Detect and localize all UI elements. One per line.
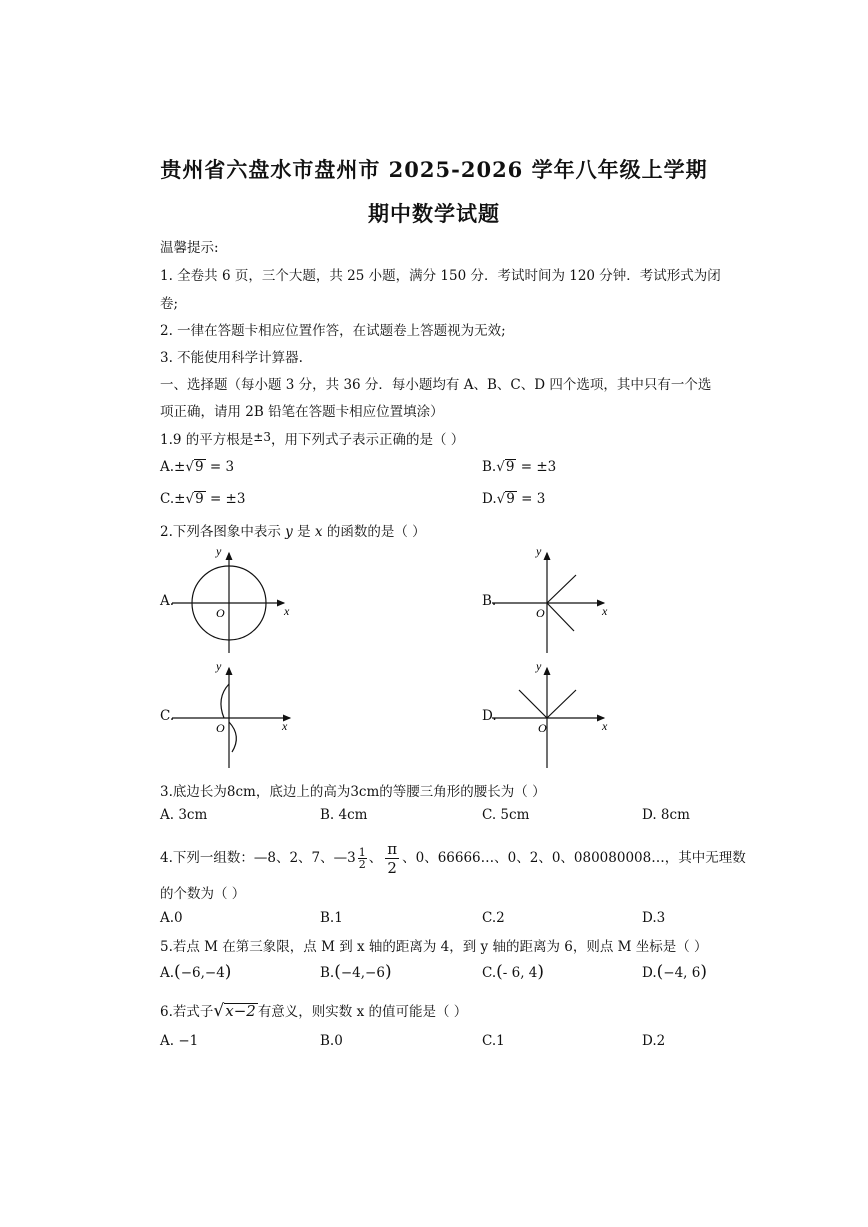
q4-stem [160, 840, 746, 877]
notice-item-3: 3. 不能使用科学计算器. [160, 350, 303, 366]
q1-a-rhs: = 3 [205, 459, 235, 475]
q1-b-radicand: 9 [505, 459, 515, 475]
q5-d-label: D. [642, 965, 657, 981]
q5-a-label: A. [160, 965, 175, 981]
paren-close: ) [384, 962, 392, 982]
q1-a-label: A. [160, 459, 175, 475]
q6-stem [160, 1000, 467, 1021]
q5-d-value: −4, 6 [663, 965, 701, 981]
paren-open: ( [174, 962, 181, 982]
q4-option-b[interactable]: B.1 [320, 910, 343, 926]
q1-c-rhs: = ±3 [205, 491, 246, 507]
q1-option-b[interactable] [482, 459, 556, 475]
q6-option-a[interactable]: A. −1 [160, 1033, 199, 1049]
q2-stem-mid: 是 [292, 524, 315, 540]
q4-stem-b: 的个数为（ ） [160, 886, 246, 902]
arc-upper [221, 684, 229, 718]
q1-b-rhs: = ±3 [516, 459, 557, 475]
q1-a-pm: ± [174, 459, 186, 475]
frac-denominator: 2 [387, 859, 397, 877]
axis-x-label: x [282, 719, 288, 733]
page-title-line2: 期中数学试题 [368, 201, 500, 226]
sqrt-sign: √ [213, 1001, 225, 1021]
q5-option-a[interactable] [160, 962, 231, 982]
q4-sep: 、 [368, 850, 383, 866]
q1-c-radicand: 9 [195, 491, 204, 507]
q1-stem-pre: 1.9 的平方根是 [160, 432, 254, 448]
sqrt-sign: √ [496, 491, 506, 507]
axis-x-label: x [284, 604, 290, 618]
section1-intro-b: 项正确，请用 2B 铅笔在答题卡相应位置填涂） [160, 404, 444, 420]
axis-x-label: x [602, 719, 608, 733]
paren-close: ) [537, 962, 545, 982]
axis-y-label: y [536, 660, 542, 673]
q5-option-b[interactable] [320, 962, 392, 982]
graph-a-svg [172, 545, 297, 657]
ray-right [547, 690, 576, 718]
q5-stem: 5.若点 M 在第三象限，点 M 到 x 轴的距离为 4，到 y 轴的距离为 6，则点 M 坐标是（ ） [160, 939, 708, 955]
q1-d-label: D. [482, 491, 497, 507]
ray-left [519, 690, 547, 718]
section1-intro-a: 一、选择题（每小题 3 分，共 36 分．每小题均有 A、B、C、D 四个选项，其中只有一个选 [160, 377, 712, 393]
notice-item-2: 2. 一律在答题卡相应位置作答，在试题卷上答题视为无效; [160, 323, 506, 339]
origin-label: O [536, 606, 545, 620]
q5-c-value: - 6, 4 [502, 965, 538, 981]
q4-frac-pi [385, 840, 399, 877]
graph-c-svg [172, 660, 297, 772]
q1-b-label: B. [482, 459, 497, 475]
q5-c-label: C. [482, 965, 497, 981]
q6-stem-post: 有意义，则实数 x 的值可能是（ ） [257, 1004, 468, 1020]
sqrt-sign: √ [185, 491, 195, 507]
q6-stem-pre: 6.若式子 [160, 1004, 214, 1020]
q2-stem-y: y [285, 524, 293, 540]
q1-stem-post: ，用下列式子表示正确的是（ ） [270, 432, 465, 448]
q2-graph-b[interactable] [492, 545, 617, 657]
q3-stem: 3.底边长为8cm，底边上的高为3cm的等腰三角形的腰长为（ ） [160, 784, 546, 800]
paren-open: ( [496, 962, 503, 982]
axis-y-label: y [216, 660, 222, 673]
q1-d-radicand: 9 [506, 491, 515, 507]
q6-option-c[interactable]: C.1 [482, 1033, 505, 1049]
q2-graph-a[interactable] [172, 545, 297, 657]
q6-radicand: x−2 [225, 1002, 256, 1020]
paren-open: ( [334, 962, 341, 982]
origin-label: O [216, 721, 225, 735]
q4-option-a[interactable]: A.0 [160, 910, 183, 926]
notice-heading: 温馨提示: [160, 240, 219, 256]
axis-y-label: y [216, 545, 222, 558]
q3-option-c[interactable]: C. 5cm [482, 807, 530, 823]
q1-option-c[interactable] [160, 491, 245, 507]
q1-d-rhs: = 3 [516, 491, 546, 507]
paren-close: ) [224, 962, 232, 982]
q2-graph-d[interactable] [492, 660, 617, 772]
q2-graph-c[interactable] [172, 660, 297, 772]
graph-b-svg [492, 545, 617, 657]
q3-option-a[interactable]: A. 3cm [160, 807, 208, 823]
q2-stem-post: 的函数的是（ ） [322, 524, 426, 540]
q1-stem-value: ±3 [253, 430, 271, 444]
frac-numerator: π [387, 840, 398, 858]
q2-b-label: B. [482, 593, 497, 609]
q5-option-d[interactable] [642, 962, 707, 982]
graph-d-svg [492, 660, 617, 772]
page-title-line1: 贵州省六盘水市盘州市 2025-2026 学年八年级上学期 [160, 157, 708, 182]
q2-stem [160, 520, 426, 540]
q5-b-value: −4,−6 [340, 965, 385, 981]
q1-option-a[interactable] [160, 459, 234, 475]
q5-b-label: B. [320, 965, 335, 981]
q1-stem [160, 428, 464, 448]
frac-numerator: 1 [358, 846, 366, 859]
q2-c-label: C. [160, 708, 175, 724]
q4-option-d[interactable]: D.3 [642, 910, 666, 926]
q3-option-d[interactable]: D. 8cm [642, 807, 690, 823]
q2-stem-pre: 2.下列各图象中表示 [160, 524, 286, 540]
q4-option-c[interactable]: C.2 [482, 910, 505, 926]
frac-denominator: 2 [358, 858, 366, 871]
q4-stem-post: 、0、66666…、0、2、0、080080008…，其中无理数 [402, 850, 746, 866]
axis-y-label: y [536, 545, 542, 558]
ray-upper [547, 575, 576, 603]
notice-item-1a: 1. 全卷共 6 页，三个大题，共 25 小题，满分 150 分．考试时间为 120 分钟．考试形式为闭 [160, 268, 721, 284]
ray-lower [547, 603, 574, 631]
sqrt-sign: √ [185, 459, 194, 475]
q6-option-b[interactable]: B.0 [320, 1033, 343, 1049]
origin-label: O [216, 606, 225, 620]
q3-option-b[interactable]: B. 4cm [320, 807, 368, 823]
arc-lower [229, 722, 236, 752]
q1-option-d[interactable] [482, 491, 545, 507]
q6-option-d[interactable]: D.2 [642, 1033, 666, 1049]
q5-a-value: −6,−4 [180, 965, 225, 981]
q1-c-pm: ± [174, 491, 186, 507]
notice-item-1b: 卷; [160, 296, 179, 312]
q2-a-label: A. [160, 593, 175, 609]
q2-stem-x: x [314, 524, 323, 540]
q2-d-label: D. [482, 708, 497, 724]
origin-label: O [538, 721, 547, 735]
axis-x-label: x [602, 604, 608, 618]
q4-stem-pre: 4.下列一组数：—8、2、7、—3 [160, 850, 356, 866]
sqrt-sign: √ [496, 459, 505, 475]
q1-c-label: C. [160, 491, 175, 507]
q5-option-c[interactable] [482, 962, 544, 982]
paren-open: ( [656, 962, 664, 982]
q4-frac-half [358, 847, 367, 870]
q1-a-radicand: 9 [194, 459, 204, 475]
paren-close: ) [700, 962, 707, 982]
